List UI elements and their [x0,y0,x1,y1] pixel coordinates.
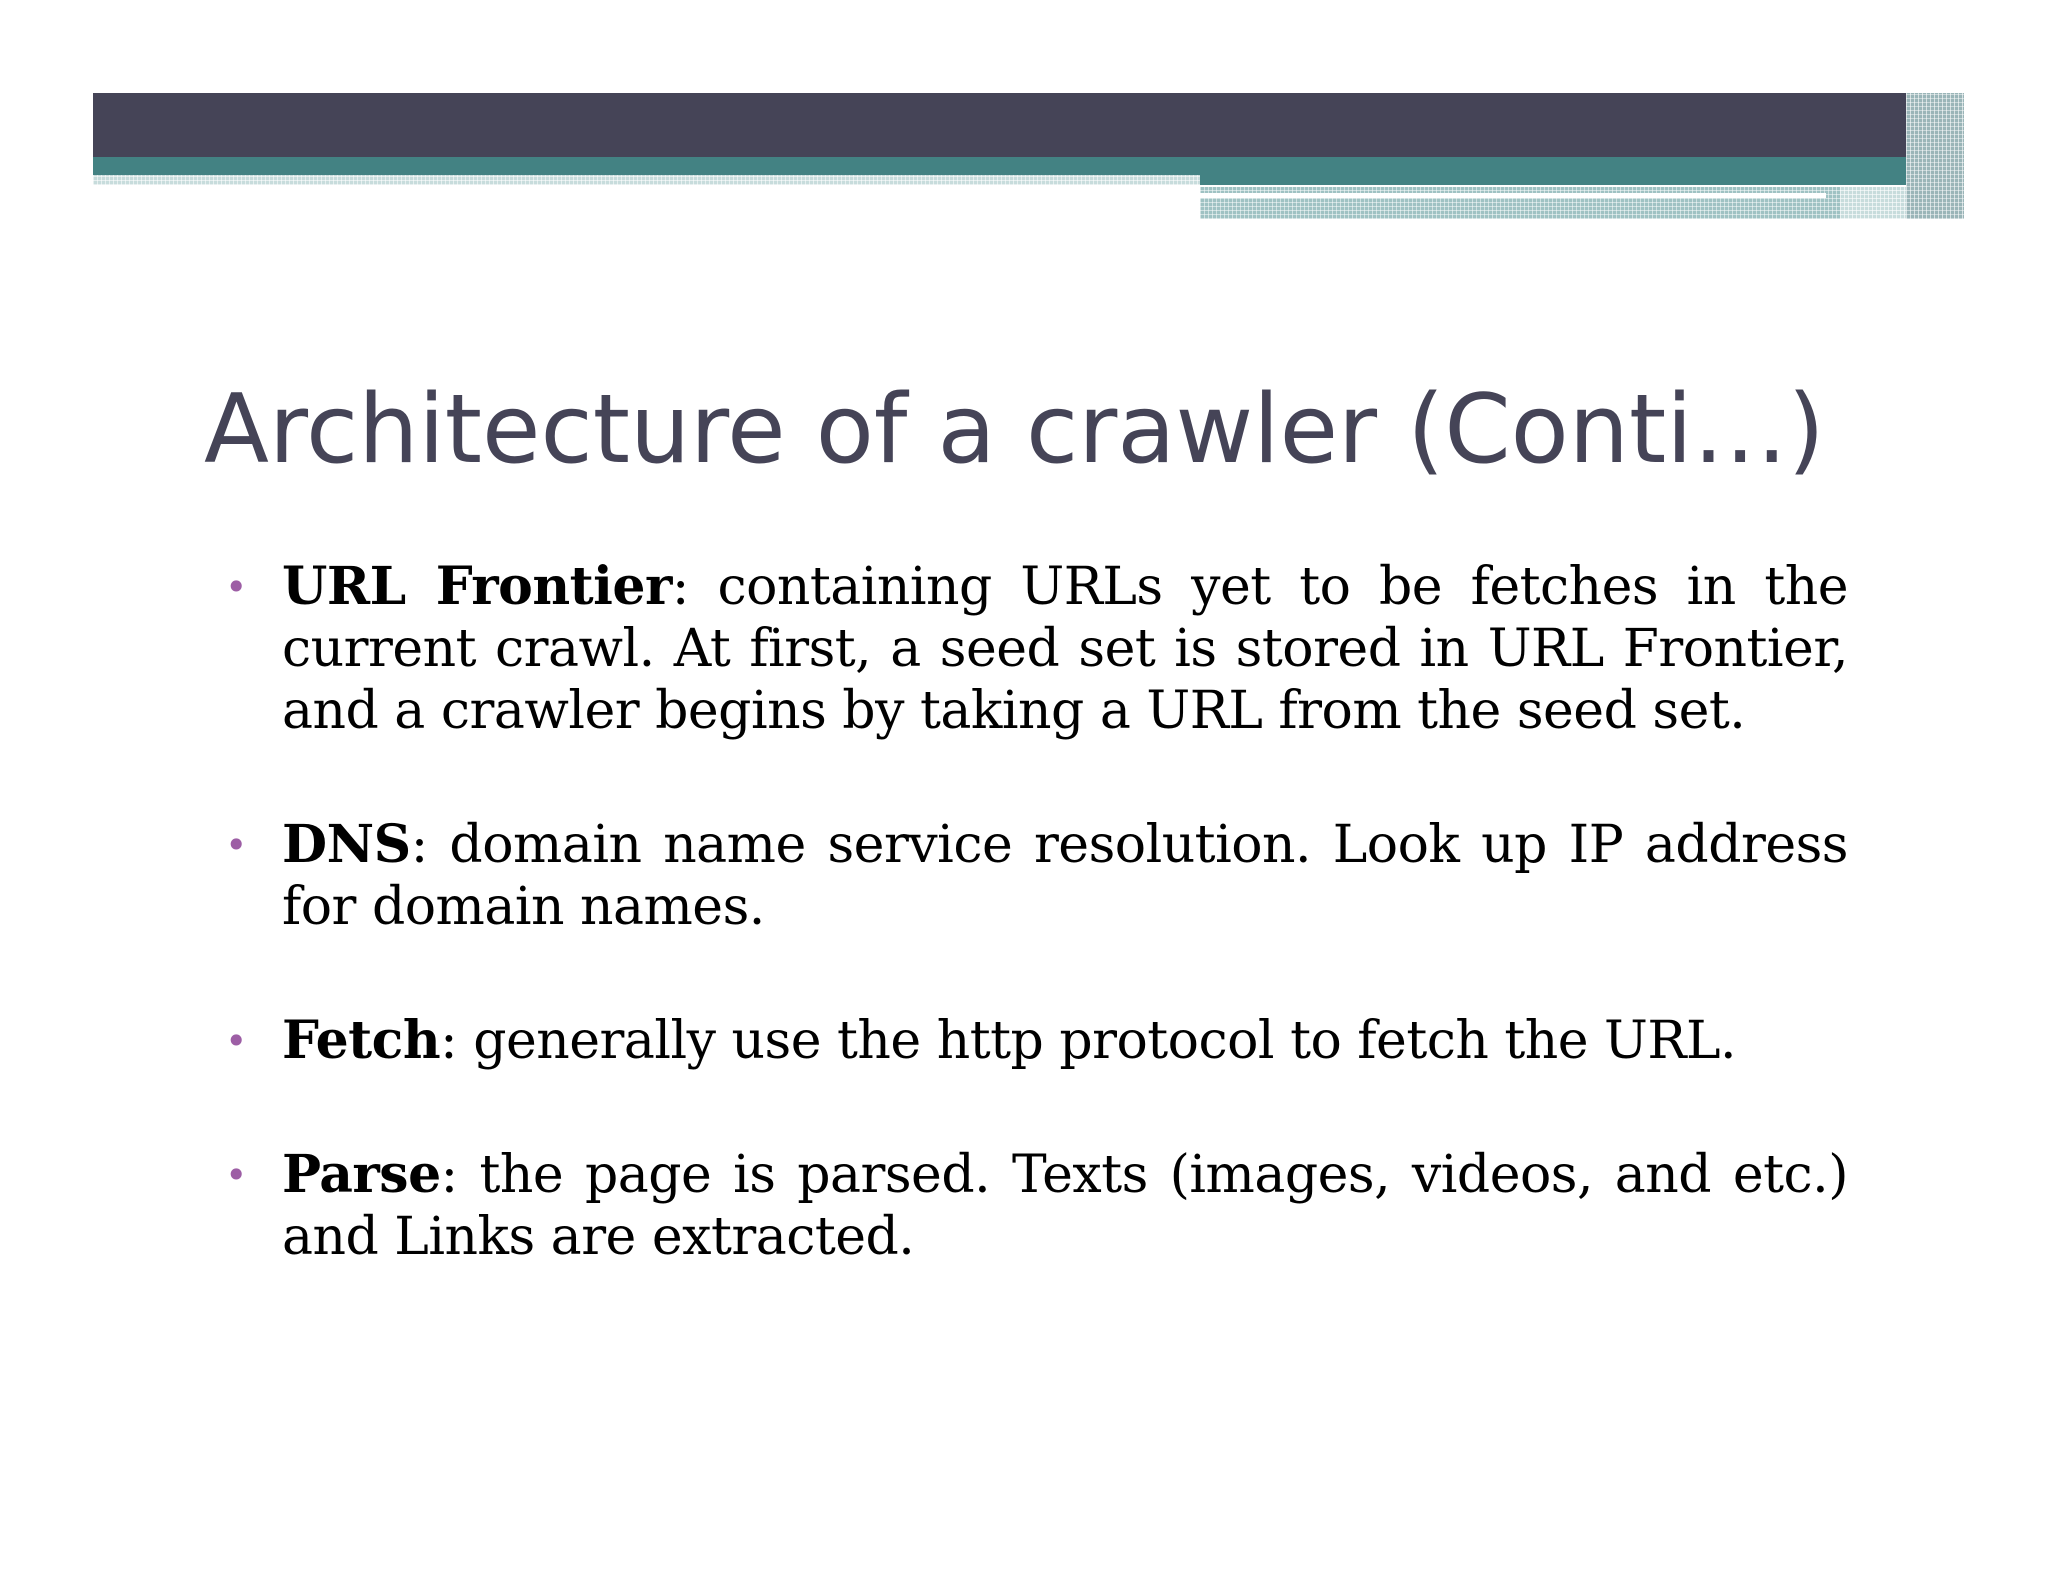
header-bar-dark [93,93,1958,157]
bullet-fetch [220,1010,1848,1072]
header-pattern-strip [93,175,1200,185]
header-end-cap [1906,93,1964,219]
bullet-list [220,556,1848,1340]
bullet-dot-icon: • [225,1153,247,1197]
bullet-dot-icon: • [225,1019,247,1063]
header-pattern-block [1200,187,1840,219]
bullet-text: : domain name service resolution. Look up IP address for domain names. [282,815,1848,937]
header-white-line [1200,193,1826,198]
bullet-term: Fetch [282,1010,441,1071]
bullet-text: : generally use the http protocol to fetch the URL. [440,1011,1737,1071]
bullet-term: URL Frontier [282,556,672,617]
bullet-parse [220,1144,1848,1268]
bullet-text: : the page is parsed. Texts (images, videos, and etc.) and Links are extracted. [282,1145,1848,1267]
bullet-dns [220,814,1848,938]
bullet-dot-icon: • [225,565,247,609]
bullet-term: DNS [282,814,411,875]
header-bar-teal [93,157,1958,175]
slide-title: Architecture of a crawler (Conti…) [204,375,1825,485]
header-bar-teal-extension [1200,175,1958,185]
bullet-term: Parse [282,1144,441,1205]
bullet-url-frontier [220,556,1848,742]
bullet-text: : containing URLs yet to be fetches in the current crawl. At first, a seed set is stored in URL Frontier, and a crawler begins by taking a URL from the seed set. [282,557,1849,741]
bullet-dot-icon: • [225,823,247,867]
